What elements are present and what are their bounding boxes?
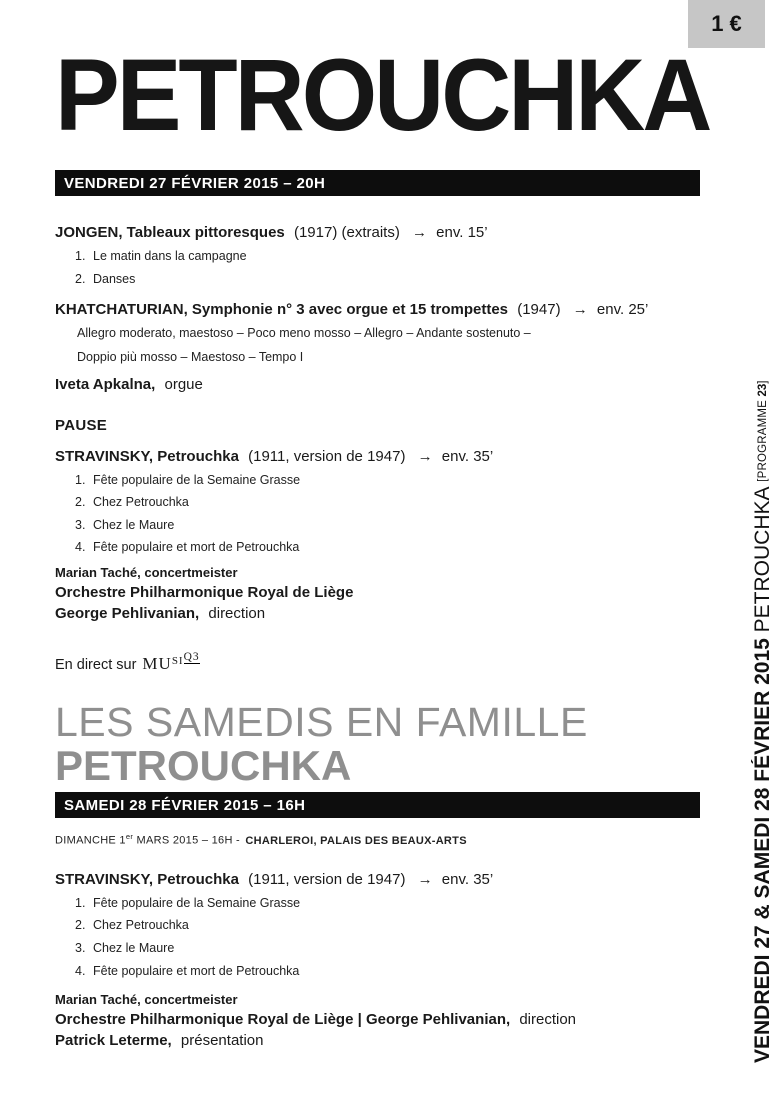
work-title: STRAVINSKY, Petrouchka: [55, 447, 239, 465]
work-title: KHATCHATURIAN, Symphonie n° 3 avec orgue et 15 trompettes: [55, 301, 509, 319]
alt-date-line: [55, 832, 700, 847]
movement-item: Le matin dans la campagne: [93, 249, 247, 263]
work-line-stravinsky-2: [55, 871, 700, 888]
pause-label: PAUSE: [55, 416, 108, 434]
work-detail: (1947): [517, 301, 561, 319]
credit-name: Orchestre Philharmonique Royal de Liège | George Pehlivanian,: [55, 1011, 511, 1029]
sidebar-dates: VENDREDI 27 & SAMEDI 28 FÉVRIER 2015: [751, 632, 774, 1063]
musiq3-logo-si: SI: [171, 655, 184, 667]
movement-line: Allegro moderato, maestoso – Poco meno mosso – Allegro – Andante sostenuto –: [77, 326, 531, 341]
movement-item: Fête populaire et mort de Petrouchka: [93, 963, 300, 978]
sidebar-programme-prefix: [PROGRAMME: [757, 396, 769, 482]
credit-name: George Pehlivanian,: [55, 605, 200, 622]
soloist-role: orgue: [164, 375, 203, 393]
credit-orchestra-conductor: [55, 1009, 700, 1030]
credit-name: Marian Taché, concertmeister: [55, 992, 238, 1008]
price-badge: 1 €: [688, 0, 765, 48]
movement-item: Chez le Maure: [93, 517, 175, 532]
work-duration: env. 35’: [441, 870, 494, 888]
musiq3-logo-q3: Q3: [183, 651, 200, 663]
concert1-date-bar: VENDREDI 27 FÉVRIER 2015 – 20H: [55, 170, 700, 196]
work-line-jongen: [55, 224, 700, 241]
right-arrow-icon: →: [417, 447, 433, 465]
movement-item: Chez Petrouchka: [93, 918, 189, 933]
family-series-title: LES SAMEDIS EN FAMILLE: [55, 699, 588, 745]
credit-name: Patrick Leterme,: [55, 1032, 172, 1050]
alt-date-part2: MARS 2015 – 16H -: [133, 834, 244, 847]
credit-name: Marian Taché, concertmeister: [55, 565, 238, 580]
movement-item: Danses: [93, 271, 136, 286]
work-detail: (1911, version de 1947): [248, 870, 406, 888]
right-arrow-icon: →: [572, 301, 588, 319]
movement-item: Fête populaire de la Semaine Grasse: [93, 895, 301, 910]
movement-line: Doppio più mosso – Maestoso – Tempo I: [77, 349, 304, 364]
venue: CHARLEROI, PALAIS DES BEAUX-ARTS: [245, 834, 467, 847]
concert1-credits: [55, 564, 700, 624]
credit-concertmeister: [55, 991, 700, 1009]
musiq3-logo: [142, 651, 200, 673]
credit-role: direction: [519, 1011, 577, 1029]
work-duration: env. 35’: [441, 447, 494, 465]
work-detail: (1917) (extraits): [293, 224, 400, 241]
work-title: STRAVINSKY, Petrouchka: [55, 870, 239, 888]
alt-date-sup: er: [125, 832, 134, 841]
movement-list-stravinsky: [75, 473, 700, 557]
concert2-credits: [55, 991, 700, 1051]
broadcast-prefix: En direct sur: [55, 657, 137, 673]
movement-item: Fête populaire de la Semaine Grasse: [93, 472, 301, 487]
movement-item: Chez le Maure: [93, 940, 175, 955]
musiq3-logo-mu: MU: [142, 654, 172, 673]
movement-item: Fête populaire et mort de Petrouchka: [93, 540, 300, 555]
credit-concertmeister: [55, 564, 700, 582]
credit-name: Orchestre Philharmonique Royal de Liège: [55, 584, 354, 601]
work-detail: (1911, version de 1947): [248, 447, 406, 465]
sidebar-title: PETROUCHKA: [751, 481, 774, 633]
sidebar-vertical-text: [751, 380, 775, 1063]
right-arrow-icon: →: [417, 870, 433, 888]
soloist-name: Iveta Apkalna,: [55, 375, 156, 393]
concert2-date-bar: SAMEDI 28 FÉVRIER 2015 – 16H: [55, 792, 700, 818]
soloist-line: [55, 376, 700, 393]
work-title: JONGEN, Tableaux pittoresques: [55, 224, 285, 241]
credit-conductor: [55, 603, 700, 624]
broadcast-line: [55, 651, 700, 674]
movement-item: Chez Petrouchka: [93, 495, 189, 510]
page-content: [55, 0, 710, 1051]
sidebar-programme-number: 23: [757, 383, 769, 397]
sidebar-programme-suffix: ]: [757, 380, 769, 384]
family-program-title: PETROUCHKA: [55, 742, 352, 789]
main-title: PETROUCHKA: [55, 37, 710, 152]
alt-date-part1: DIMANCHE 1: [55, 834, 126, 847]
credit-role: présentation: [180, 1032, 264, 1050]
work-line-khatchaturian: [55, 301, 700, 318]
right-arrow-icon: →: [412, 224, 427, 241]
movement-list-stravinsky-2: [75, 896, 700, 980]
credit-presenter: [55, 1030, 700, 1051]
work-line-stravinsky: [55, 448, 700, 465]
credit-orchestra: [55, 582, 700, 603]
credit-role: direction: [208, 605, 266, 622]
movement-list-jongen: [75, 249, 700, 287]
work-duration: env. 25’: [596, 301, 649, 319]
work-duration: env. 15’: [436, 224, 488, 241]
